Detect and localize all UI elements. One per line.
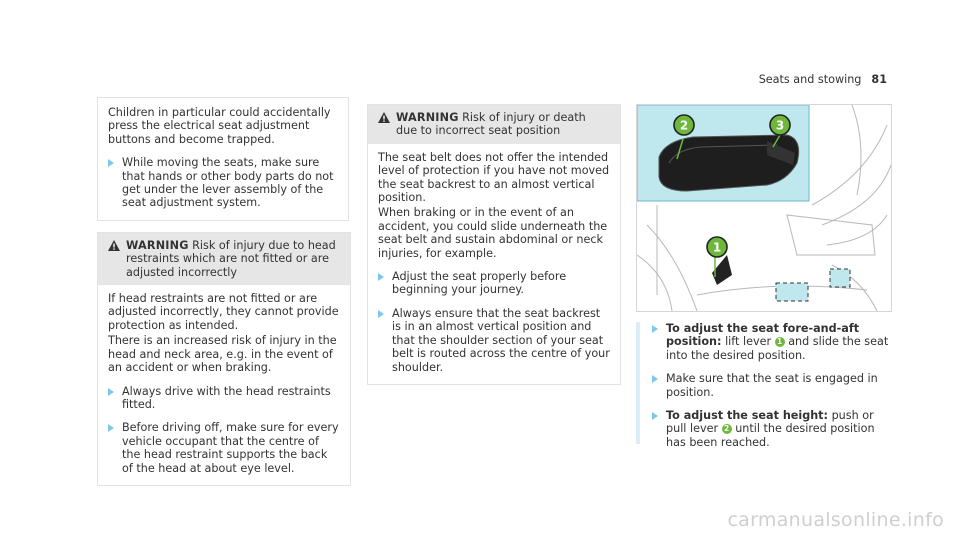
- column-3-steps: [636, 322, 894, 449]
- warning-body-text: There is an increased risk of injury in the head and neck area, e.g. in the event of an accident or when braking.: [108, 334, 337, 375]
- bullet-text: Adjust the seat properly before beginning your journey.: [392, 270, 567, 297]
- warning-bullet: [108, 385, 340, 412]
- warning-title: [396, 111, 610, 138]
- bullet-text: Always ensure that the seat backrest is in an almost vertical position and that the shoulder section of your seat belt is routed across the centre of your shoulder.: [392, 306, 610, 374]
- warning-panel-seat-position: [367, 104, 621, 385]
- bullet-text: Always drive with the head restraints fitted.: [122, 384, 331, 411]
- warning-title-text: Risk of injury or death due to incorrect seat position: [396, 111, 586, 138]
- step-text-part: lift lever: [725, 335, 772, 349]
- warning-bullet: [378, 270, 610, 297]
- step-text-part: push or pull lever: [666, 409, 874, 436]
- column-2: [367, 104, 619, 385]
- step-text: Make sure that the seat is engaged in position.: [666, 372, 878, 399]
- running-header: [759, 73, 887, 86]
- warning-panel-head-restraints: [97, 232, 351, 486]
- step-text: [666, 409, 894, 449]
- warning-title: [126, 239, 340, 279]
- arrow-icon: [108, 159, 114, 167]
- warning-title-text: Risk of injury due to head restraints which are not fitted or are adjusted incorrectly: [126, 238, 336, 279]
- step-heading: To adjust the seat height:: [666, 409, 828, 423]
- steps-list: [636, 322, 894, 449]
- step-heading: To adjust the seat fore-and-aft position:: [666, 322, 860, 349]
- warning-bullet: [378, 307, 610, 374]
- warning-header: [368, 105, 620, 144]
- warning-triangle-icon: [108, 240, 120, 251]
- seat-illustration: [636, 104, 892, 312]
- callout-2: 2: [679, 118, 689, 133]
- arrow-icon: [108, 388, 114, 396]
- step-height: [652, 409, 894, 449]
- column-1: [97, 97, 349, 486]
- warning-body-text: If head restraints are not fitted or are adjusted incorrectly, they cannot provide protection as intended.: [108, 292, 339, 332]
- step-engaged: [652, 372, 894, 399]
- callout-badge: 1: [775, 337, 785, 347]
- step-fore-aft: [652, 322, 894, 362]
- section-title: Seats and stowing: [758, 73, 862, 86]
- warning-body: [98, 285, 350, 485]
- info-panel: [97, 97, 349, 221]
- page-number: 81: [871, 73, 887, 86]
- watermark: carmanualsonline.info: [727, 508, 944, 531]
- seat-diagram: [637, 105, 891, 311]
- bullet-text: While moving the seats, make sure that hands or other body parts do not get under the lever assembly of the seat adjustment system.: [122, 156, 334, 210]
- bullet-text: Before driving off, make sure for every vehicle occupant that the centre of the head restraint supports the back of the head at about eye level.: [122, 421, 339, 475]
- warning-body: [368, 144, 620, 384]
- arrow-icon: [652, 375, 658, 383]
- warning-body-text: When braking or in the event of an accident, you could slide underneath the seat belt and sustain abdominal or neck injuries, for example.: [378, 206, 608, 260]
- warning-label: WARNING: [126, 238, 189, 252]
- callout-3: 3: [775, 118, 785, 133]
- warning-bullet: [108, 421, 340, 475]
- arrow-icon: [108, 424, 114, 432]
- arrow-icon: [652, 412, 658, 420]
- step-text-part: and slide the seat into the desired position.: [666, 335, 889, 362]
- callout-badge: 2: [722, 424, 732, 434]
- arrow-icon: [378, 273, 384, 281]
- instruction-bullet: [108, 156, 338, 210]
- arrow-icon: [652, 325, 658, 333]
- warning-header: [98, 233, 350, 285]
- step-text-part: until the desired position has been reached.: [666, 422, 875, 449]
- warning-body-text: The seat belt does not offer the intended level of protection if you have not moved the seat backrest to an almost vertical position.: [378, 150, 610, 205]
- warning-triangle-icon: [378, 112, 390, 123]
- intro-text: Children in particular could accidentally press the electrical seat adjustment buttons and become trapped.: [108, 106, 331, 146]
- arrow-icon: [378, 310, 384, 318]
- step-marker-bar: [636, 322, 640, 444]
- callout-1: 1: [712, 240, 722, 255]
- warning-label: WARNING: [396, 111, 459, 124]
- step-text: [666, 322, 894, 362]
